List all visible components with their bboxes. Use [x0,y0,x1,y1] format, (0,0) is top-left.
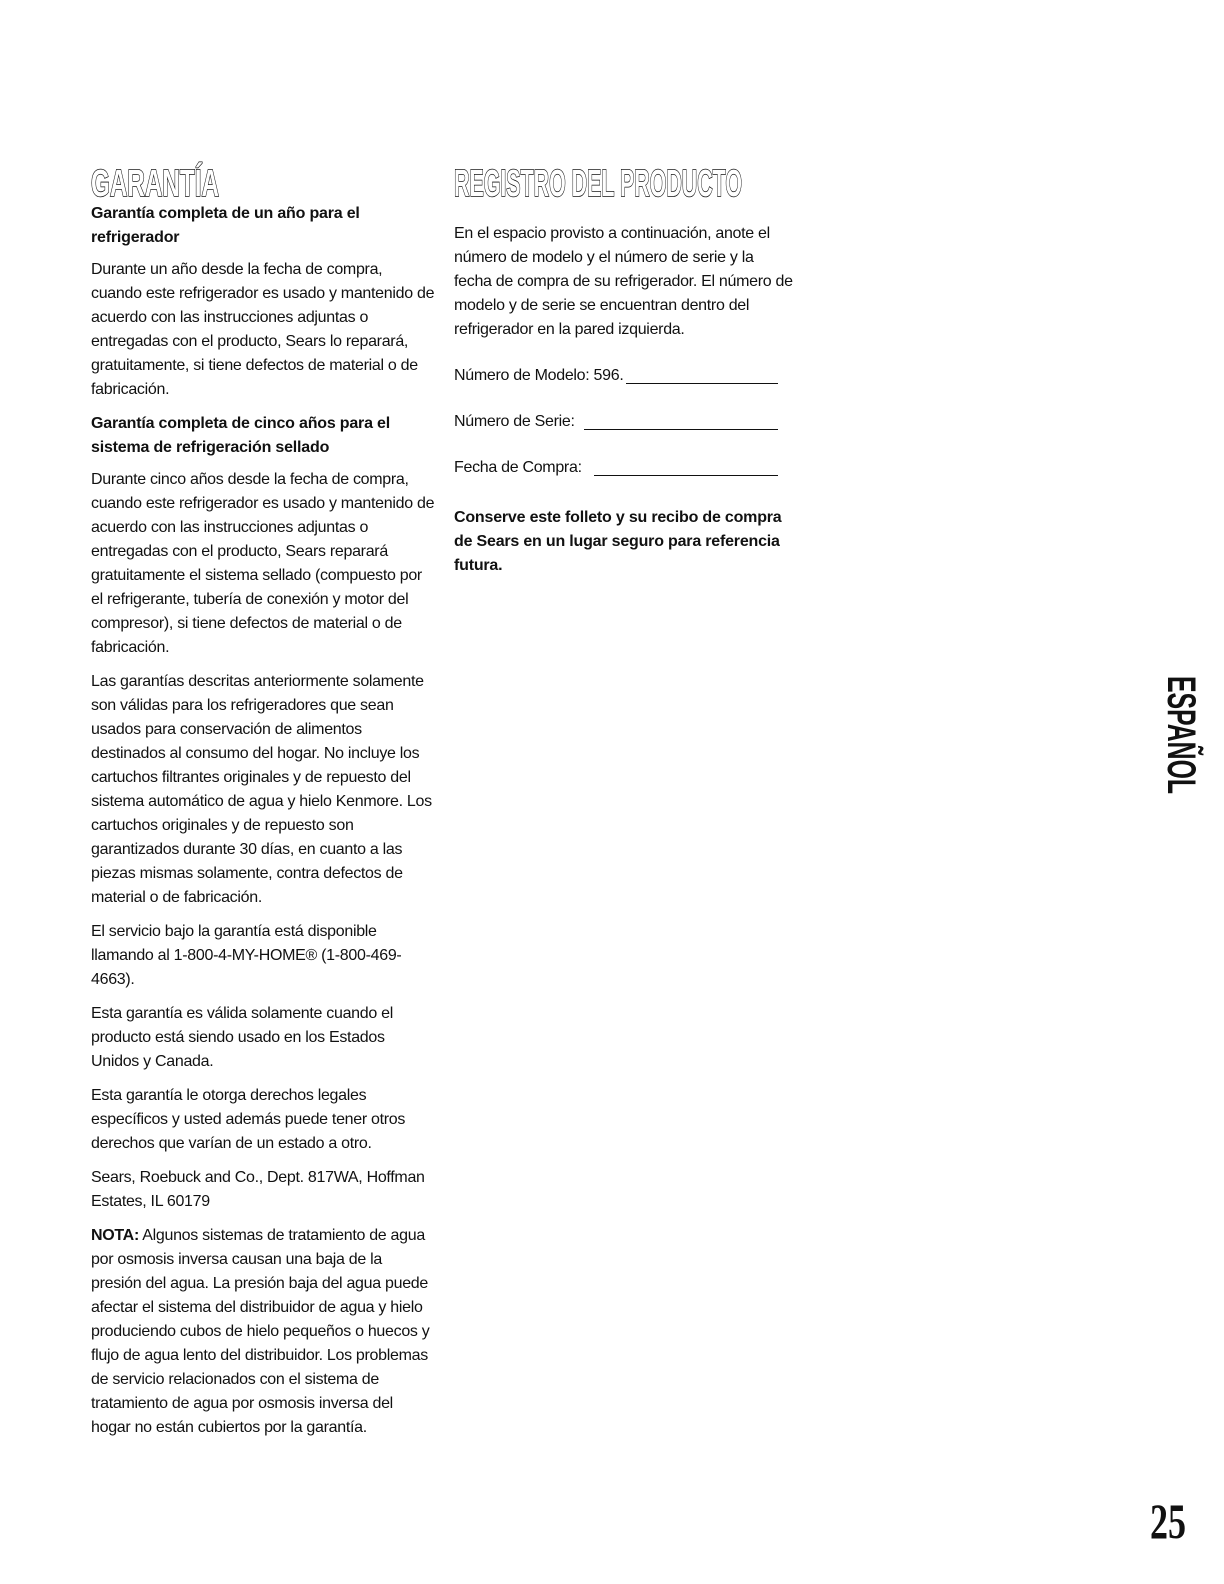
warranty-subheading-five-year: Garantía completa de cinco años para el sistema de refrigeración sellado [91,415,390,456]
serial-number-label: Número de Serie: [454,413,575,430]
serial-number-field [454,410,794,434]
sears-address: Sears, Roebuck and Co., Dept. 817WA, Hoffman Estates, IL 60179 [91,1169,425,1210]
registration-heading [454,158,754,205]
note-text: Algunos sistemas de tratamiento de agua por osmosis inversa causan una baja de la presión del agua. La presión baja del agua puede afectar el sistema del distribuidor de agua y hielo produciendo cubos de hielo pequeños o huecos y flujo de agua lento del distribuidor. Los problemas de servicio relacionados con el sistema de tratamiento de agua por osmosis inversa del hogar no están cubiertos por la garantía. [91,1227,430,1436]
model-number-field [454,364,794,388]
note-label: NOTA: [91,1227,139,1244]
page-number-label: 25 [1150,1493,1186,1549]
registration-section [454,158,794,578]
purchase-date-blank [594,475,778,476]
page-number [1150,1492,1190,1549]
language-tab-label: ESPAÑOL [1159,676,1203,867]
warranty-paragraph: Durante un año desde la fecha de compra, cuando este refrigerador es usado y mantenido de acuerdo con las instrucciones adjuntas o entregadas con el producto, Sears lo reparará, gratuitamente, si tiene defectos de material o de fabricación. [91,261,435,398]
model-number-label: Número de Modelo: 596. [454,367,624,384]
language-tab [1150,676,1203,867]
model-number-blank [626,383,778,384]
warranty-paragraph: Esta garantía es válida solamente cuando el producto está siendo usado en los Estados Unidos y Canada. [91,1005,393,1070]
warranty-paragraph: Esta garantía le otorga derechos legales específicos y usted además puede tener otros derechos que varían de un estado a otro. [91,1087,406,1152]
warranty-heading [91,158,292,205]
warranty-subheading-one-year: Garantía completa de un año para el refrigerador [91,205,360,246]
purchase-date-field [454,456,794,480]
serial-number-blank [584,429,778,430]
warranty-note [91,1224,436,1440]
warranty-paragraph: Durante cinco años desde la fecha de compra, cuando este refrigerador es usado y mantenido de acuerdo con las instrucciones adjuntas o entregadas con el producto, Sears reparará gratuitamente el sistema sellado (compuesto por el refrigerante, tubería de conexión y motor del compresor), si tiene defectos de material o de fabricación. [91,471,435,656]
warranty-title: GARANTÍA [91,163,292,205]
warranty-paragraph: Las garantías descritas anteriormente solamente son válidas para los refrigeradores que sean usados para conservación de alimentos destinados al consumo del hogar. No incluye los cartuchos filtrantes originales y de repuesto del sistema automático de agua y hielo Kenmore. Los cartuchos originales y de repuesto son garantizados durante 30 días, en cuanto a las piezas mismas solamente, contra defectos de material o de fabricación. [91,673,432,906]
registration-intro: En el espacio provisto a continuación, anote el número de modelo y el número de serie y la fecha de compra de su refrigerador. El número de modelo y de serie se encuentran dentro del refrigerador en la pared izquierda. [454,225,793,338]
registration-title: REGISTRO DEL PRODUCTO [454,163,742,205]
warranty-service-phone: El servicio bajo la garantía está disponible llamando al 1-800-4-MY-HOME® (1-800-469-4663). [91,923,402,988]
purchase-date-label: Fecha de Compra: [454,459,582,476]
warranty-section [91,158,436,1440]
keep-booklet-note: Conserve este folleto y su recibo de compra de Sears en un lugar seguro para referencia futura. [454,509,782,574]
